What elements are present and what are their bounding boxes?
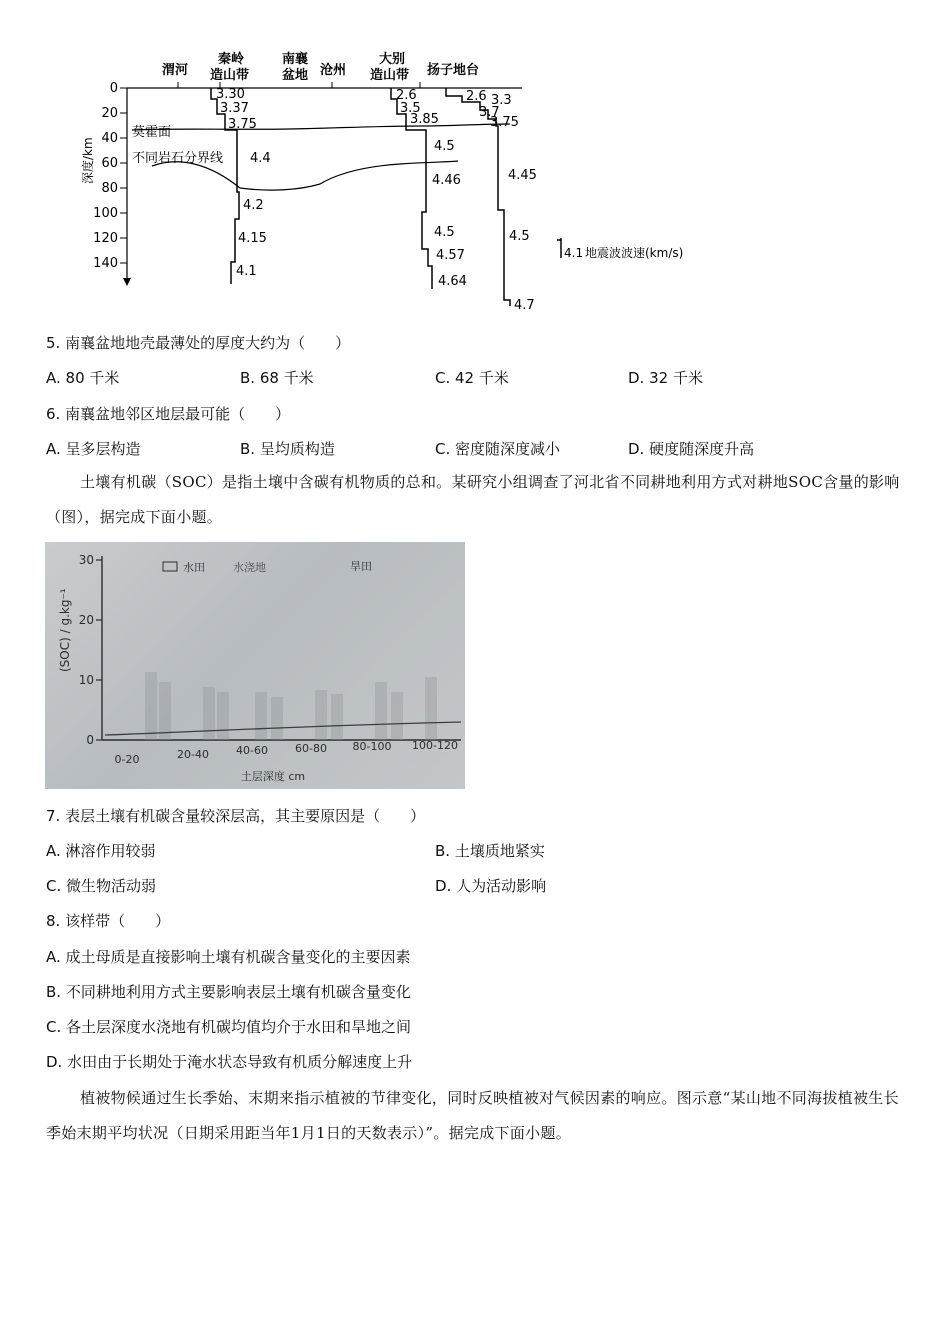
legend-dryland: 旱田 [350, 560, 372, 573]
ytick-40: 40 [101, 131, 118, 146]
y-axis-arrow [123, 278, 131, 286]
soc-ytick-0: 0 [86, 733, 94, 747]
q7-option-d[interactable]: D. 人为活动影响 [435, 877, 547, 895]
crust-profile-figure [70, 44, 710, 316]
soc-chart [45, 542, 465, 789]
soc-x-label: 土层深度 cm [240, 770, 306, 783]
q7-option-a[interactable]: A. 淋溶作用较弱 [46, 842, 156, 860]
soc-xtick-5: 80-100 [352, 740, 392, 753]
q6-option-b[interactable]: B. 呈均质构造 [240, 440, 335, 458]
qinling-v1: 3.30 [216, 87, 245, 102]
q5-option-a[interactable]: A. 80 千米 [46, 369, 120, 387]
legend-text: 地震波波速(km/s) [585, 246, 684, 260]
qinling-v2: 3.37 [220, 101, 249, 116]
q5-stem: 5. 南襄盆地地壳最薄处的厚度大约为（ ） [46, 334, 351, 352]
moho-line [132, 124, 510, 130]
ytick-100: 100 [93, 206, 118, 221]
q7-option-c[interactable]: C. 微生物活动弱 [46, 877, 157, 895]
y-axis-label: 深度/km [81, 137, 95, 184]
soc-ytick-10: 10 [78, 673, 94, 687]
yangtze-v7: 4.7 [514, 298, 535, 313]
q5-option-b[interactable]: B. 68 千米 [240, 369, 314, 387]
y-ticks [120, 88, 127, 263]
q6-option-d[interactable]: D. 硬度随深度升高 [628, 440, 755, 458]
legend-step-icon [557, 238, 561, 258]
q8-option-c[interactable]: C. 各土层深度水浇地有机碳均值均介于水田和旱地之间 [46, 1018, 412, 1036]
soc-ytick-20: 20 [78, 613, 94, 627]
ytick-60: 60 [101, 156, 118, 171]
legend-paddy-box [163, 562, 177, 571]
loc-dabie: 大别 [379, 52, 406, 67]
dabie-v1: 2.6 [396, 88, 417, 103]
q7-option-b[interactable]: B. 土壤质地紧实 [435, 842, 545, 860]
q8-stem: 8. 该样带（ ） [46, 912, 171, 930]
loc-qinling-2: 造山带 [210, 68, 250, 83]
loc-weihe: 渭河 [162, 63, 189, 78]
soc-y-ticks [96, 560, 102, 740]
loc-nanxiang: 南襄 [282, 52, 309, 67]
soc-xtick-2: 20-40 [177, 748, 209, 761]
ytick-80: 80 [101, 181, 118, 196]
soc-xtick-3: 40-60 [236, 744, 268, 757]
passage-soc: 土壤有机碳（SOC）是指土壤中含碳有机物质的总和。某研究小组调查了河北省不同耕地利用方式对耕地SOC含量的影响（图），据完成下面小题。 [46, 473, 900, 526]
label-moho: 莫霍面 [132, 125, 172, 140]
yangtze-v6: 4.5 [509, 229, 530, 244]
dabie-v4: 4.5 [434, 139, 455, 154]
q8-option-b[interactable]: B. 不同耕地利用方式主要影响表层土壤有机碳含量变化 [46, 983, 411, 1001]
q8-option-d[interactable]: D. 水田由于长期处于淹水状态导致有机质分解速度上升 [46, 1053, 413, 1071]
legend-paddy: 水田 [183, 561, 205, 574]
qinling-v5: 4.2 [243, 198, 264, 213]
soc-xtick-1: 0-20 [114, 753, 140, 766]
loc-cangzhou: 沧州 [320, 63, 347, 78]
ytick-140: 140 [93, 256, 118, 271]
qinling-v4: 4.4 [250, 151, 271, 166]
dabie-v3: 3.85 [410, 112, 439, 127]
dabie-v5: 4.46 [432, 173, 461, 188]
ytick-20: 20 [101, 106, 118, 121]
dabie-v6: 4.5 [434, 225, 455, 240]
legend-value: 4.1 [564, 246, 584, 260]
ytick-0: 0 [109, 81, 118, 96]
yangtze-v5: 4.45 [508, 168, 537, 183]
soc-chart-photo [45, 542, 465, 789]
dabie-v2: 3.5 [400, 101, 421, 116]
q6-stem: 6. 南襄盆地邻区地层最可能（ ） [46, 405, 291, 423]
loc-dabie-2: 造山带 [370, 68, 410, 83]
q8-option-a[interactable]: A. 成土母质是直接影响土壤有机碳含量变化的主要因素 [46, 948, 411, 966]
yangtze-v2: 3.3 [491, 93, 512, 108]
yangtze-v4: 3.75 [490, 115, 519, 130]
dabie-v8: 4.64 [438, 274, 467, 289]
yangtze-v1: 2.6 [466, 89, 487, 104]
q5-option-c[interactable]: C. 42 千米 [435, 369, 509, 387]
qinling-v3: 3.75 [228, 117, 257, 132]
ytick-120: 120 [93, 231, 118, 246]
qinling-v7: 4.1 [236, 264, 257, 279]
yangtze-v3: 3.7 [479, 105, 500, 120]
q5-option-d[interactable]: D. 32 千米 [628, 369, 703, 387]
soc-xtick-4: 60-80 [295, 742, 327, 755]
loc-nanxiang-2: 盆地 [282, 68, 309, 83]
loc-qinling: 秦岭 [218, 52, 245, 67]
loc-yangtze: 扬子地台 [427, 63, 480, 78]
legend-irrigated: 水浇地 [233, 561, 266, 574]
q6-option-c[interactable]: C. 密度随深度减小 [435, 440, 561, 458]
dabie-v7: 4.57 [436, 248, 465, 263]
q7-stem: 7. 表层土壤有机碳含量较深层高，其主要原因是（ ） [46, 807, 426, 825]
q6-option-a[interactable]: A. 呈多层构造 [46, 440, 141, 458]
soc-xtick-6: 100-120 [412, 739, 458, 752]
qinling-v6: 4.15 [238, 231, 267, 246]
passage-phenology: 植被物候通过生长季始、末期来指示植被的节律变化，同时反映植被对气候因素的响应。图示意“某山地不同海拔植被生长季始末期平均状况（日期采用距当年1月1日的天数表示）”。据完成下面小题。 [46, 1089, 899, 1142]
soc-ytick-30: 30 [78, 553, 94, 567]
soc-y-label: (SOC) / g.kg⁻¹ [58, 588, 72, 672]
soc-faint-bars [145, 672, 437, 740]
label-rock-boundary: 不同岩石分界线 [132, 151, 224, 166]
